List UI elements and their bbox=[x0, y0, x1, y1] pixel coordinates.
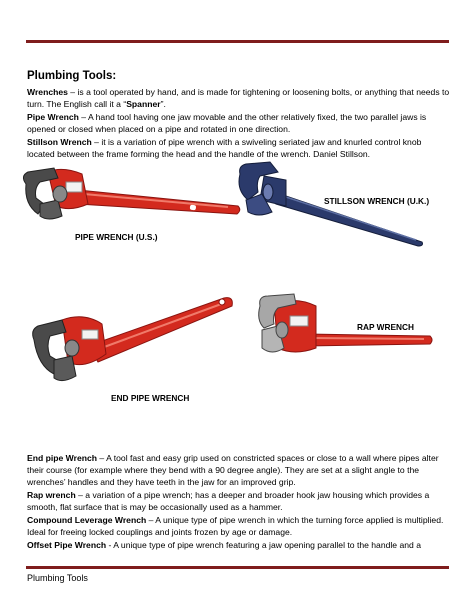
term-wrenches: Wrenches bbox=[27, 87, 68, 97]
detail-rap-wrench: Rap wrench – a variation of a pipe wrench; has a deeper and broader hook jaw housing which provides a smooth, flat surface that is may be occasionally used as a hammer. bbox=[27, 490, 430, 513]
term-end-pipe-wrench: End pipe Wrench bbox=[27, 453, 98, 463]
intro-wrenches: Wrenches – is a tool operated by hand, and is made for tightening or loosening bolts, or anything that needs to turn. The English call it a “Spanner”. bbox=[27, 87, 450, 110]
caption-stillson-wrench: STILLSON WRENCH (U.K.) bbox=[324, 196, 430, 206]
intro-stillson-wrench: Stillson Wrench – it is a variation of pipe wrench with a swiveling seriated jaw and knurled control knob located between the frame forming the head and the handle of the wrench. Daniel Stillson. bbox=[27, 137, 422, 160]
detail-offset-pipe-wrench: Offset Pipe Wrench - A unique type of pipe wrench featuring a jaw opening parallel to the handle and a bbox=[27, 540, 421, 550]
caption-rap-wrench: RAP WRENCH bbox=[357, 322, 415, 332]
intro-pipe-wrench: Pipe Wrench – A hand tool having one jaw movable and the other relatively fixed, the two parallel jaws is opened or closed when placed on a pipe and rotated in one direction. bbox=[27, 112, 427, 135]
term-rap-wrench: Rap wrench bbox=[27, 490, 76, 500]
pipe-wrench-us-image bbox=[18, 164, 243, 228]
term-stillson-wrench: Stillson Wrench bbox=[27, 137, 92, 147]
footer-rule bbox=[26, 566, 449, 569]
caption-end-pipe-wrench: END PIPE WRENCH bbox=[111, 393, 190, 403]
end-pipe-wrench-image bbox=[28, 290, 238, 390]
caption-pipe-wrench-us: PIPE WRENCH (U.S.) bbox=[75, 232, 158, 242]
term-pipe-wrench: Pipe Wrench bbox=[27, 112, 79, 122]
term-compound-leverage-wrench: Compound Leverage Wrench bbox=[27, 515, 147, 525]
detail-end-pipe-wrench: End pipe Wrench – A tool fast and easy grip used on constricted spaces or close to a wall where pipes alter their course (for example where they bend with a 90 degree angle). They are set at a slight angle to the wrenches’ handles and they have teeth in the jaw for an improved grip. bbox=[27, 453, 439, 488]
emph-spanner: Spanner bbox=[126, 99, 161, 110]
detail-compound-leverage-wrench: Compound Leverage Wrench – A unique type of pipe wrench in which the turning force applied is multiplied. Ideal for freeing locked couplings and joints frozen by age or damage. bbox=[27, 515, 444, 538]
header-rule bbox=[26, 40, 449, 43]
page-title: Plumbing Tools: bbox=[27, 70, 117, 82]
footer-text: Plumbing Tools bbox=[27, 573, 88, 583]
term-offset-pipe-wrench: Offset Pipe Wrench bbox=[27, 540, 107, 550]
